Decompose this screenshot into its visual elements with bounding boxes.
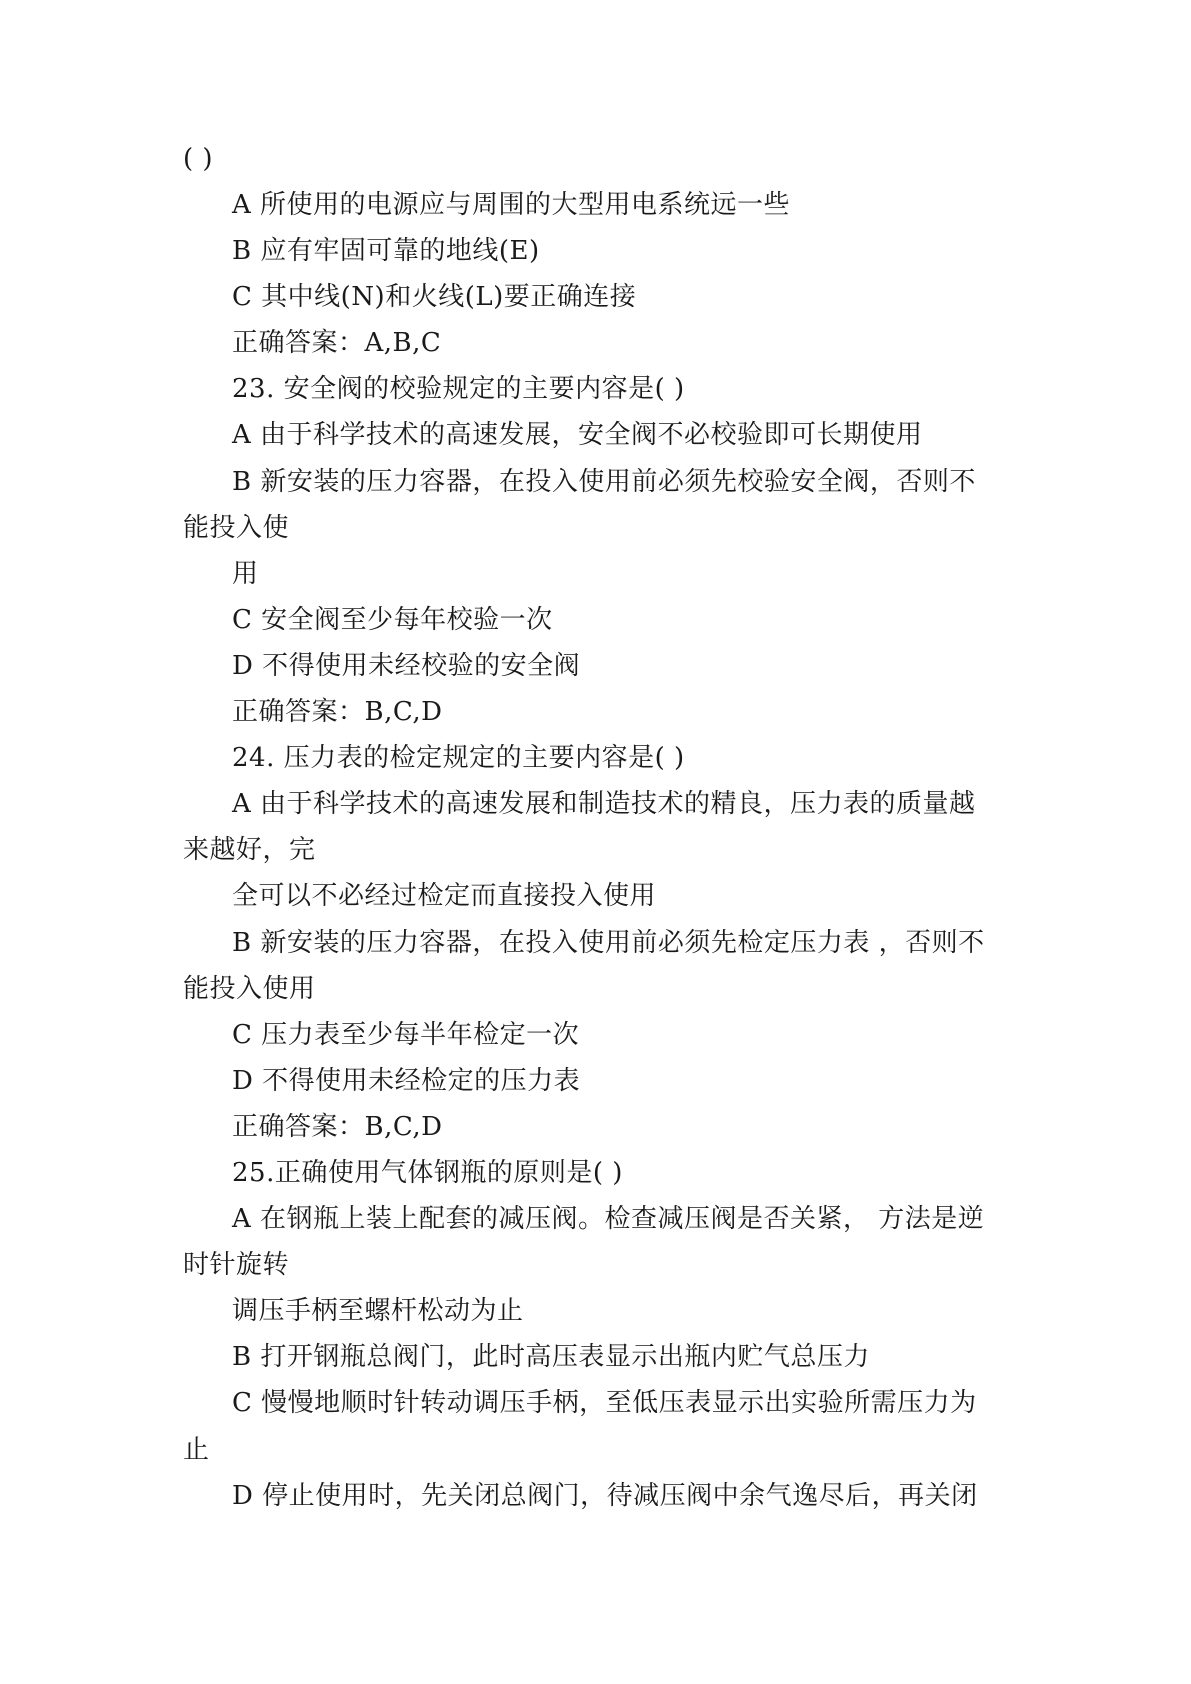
q25-option-c: C 慢慢地顺时针转动调压手柄，至低压表显示出实验所需压力为 — [232, 1388, 977, 1418]
q24-option-b-cont: 能投入使用 — [183, 974, 316, 1004]
q23-option-c: C 安全阀至少每年校验一次 — [232, 605, 553, 635]
q23-option-b: B 新安装的压力容器，在投入使用前必须先校验安全阀，否则不 — [232, 467, 976, 497]
q24-option-a: A 由于科学技术的高速发展和制造技术的精良，压力表的质量越 — [232, 789, 976, 819]
q25-option-c-cont: 止 — [183, 1435, 210, 1465]
q23-option-a: A 由于科学技术的高速发展，安全阀不必校验即可长期使用 — [232, 420, 923, 450]
q24-option-a-cont: 来越好，完 — [183, 835, 316, 865]
q25-option-b: B 打开钢瓶总阀门，此时高压表显示出瓶内贮气总压力 — [232, 1342, 870, 1372]
q22-option-a: A 所使用的电源应与周围的大型用电系统远一些 — [232, 190, 791, 220]
q24-option-d: D 不得使用未经检定的压力表 — [232, 1066, 581, 1096]
q25-option-a-cont: 时针旋转 — [183, 1250, 290, 1280]
q25-option-a-cont2: 调压手柄至螺杆松动为止 — [232, 1296, 524, 1326]
q23-option-d: D 不得使用未经校验的安全阀 — [232, 651, 581, 681]
q22-option-c: C 其中线(N)和火线(L)要正确连接 — [232, 282, 637, 312]
q25-option-a: A 在钢瓶上装上配套的减压阀。检查减压阀是否关紧， 方法是逆 — [232, 1204, 985, 1234]
question-24: 24. 压力表的检定规定的主要内容是( ) — [232, 743, 685, 773]
q23-answer: 正确答案：B,C,D — [232, 697, 443, 727]
q25-option-d: D 停止使用时，先关闭总阀门，待减压阀中余气逸尽后，再关闭 — [232, 1481, 978, 1511]
q23-option-b-cont2: 用 — [232, 559, 259, 589]
question-23: 23. 安全阀的校验规定的主要内容是( ) — [232, 374, 685, 404]
q22-option-b: B 应有牢固可靠的地线(E) — [232, 236, 540, 266]
q24-option-b: B 新安装的压力容器，在投入使用前必须先检定压力表 ，否则不 — [232, 928, 985, 958]
question-22-blank: ( ) — [183, 144, 214, 174]
q24-option-c: C 压力表至少每半年检定一次 — [232, 1020, 580, 1050]
q24-option-a-cont2: 全可以不必经过检定而直接投入使用 — [232, 881, 657, 911]
q23-option-b-cont: 能投入使 — [183, 513, 290, 543]
q24-answer: 正确答案：B,C,D — [232, 1112, 443, 1142]
question-25: 25.正确使用气体钢瓶的原则是( ) — [232, 1158, 623, 1188]
q22-answer: 正确答案：A,B,C — [232, 328, 442, 358]
